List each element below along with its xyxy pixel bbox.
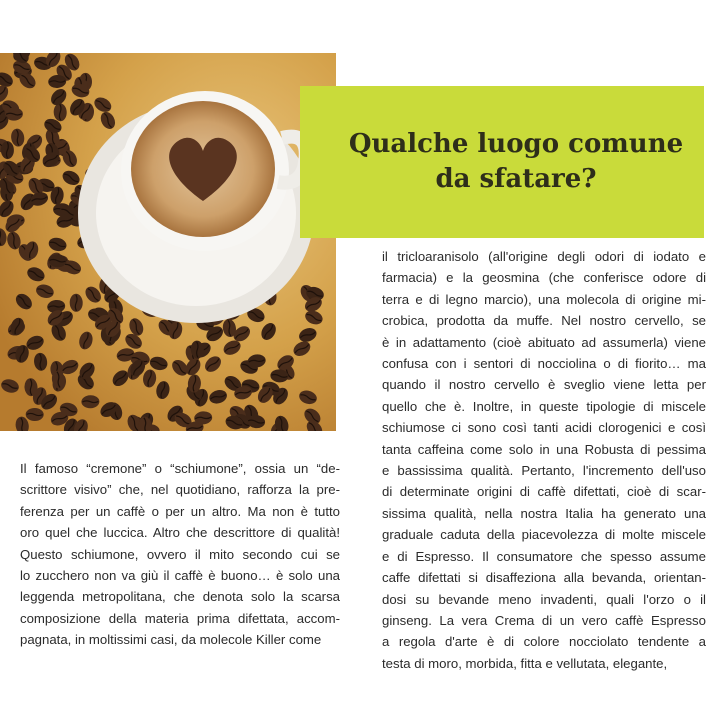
right-text-column <box>382 246 706 674</box>
text-line: dosi su bevande meno invadenti, quali l'orzo o il <box>382 591 706 607</box>
text-line: sissima qualità, nella nostra Italia ha generato una <box>382 505 706 521</box>
text-line: pagnata, in moltissimi casi, da molecole Killer come <box>20 632 322 648</box>
text-line: e di Espresso. Il consumatore che spesso assume <box>382 548 706 564</box>
text-line: Questo schiumone, ovvero il mito secondo cui se <box>20 546 340 562</box>
text-line: crobica, prodotta da muffe. Nel nostro cervello, se <box>382 313 706 329</box>
coffee-photo <box>0 53 336 431</box>
text-line: confusa con i sentori di nocciolina o di fiorito… ma <box>382 356 706 372</box>
text-line: ginseng. La vera Crema di un vero caffè Espresso <box>382 612 706 628</box>
article-title <box>321 127 683 197</box>
text-line: scrittore visivo” che, nel quotidiano, rafforza la pre- <box>20 482 340 498</box>
text-line: a regola d'arte è di colore nocciolato tendente a <box>382 634 706 650</box>
text-line: il tricloaranisolo (all'origine degli odori di iodato e <box>382 249 706 264</box>
text-line: quando il nostro cervello è sveglio viene letta per <box>382 377 706 393</box>
title-line: Qualche luogo comune <box>348 128 684 159</box>
text-line: caffe difettati si disaffeziona alla bevanda, orientan- <box>382 570 706 586</box>
text-line: composizione della materia prima difettata, accom- <box>20 610 340 626</box>
title-box <box>300 86 704 238</box>
text-line: graduale caduta della piacevolezza di molte miscele <box>382 527 706 543</box>
left-text-column <box>20 458 340 651</box>
coffee-cup-beans-illustration <box>0 53 336 431</box>
text-line: ferenza per un caffè o per un altro. Ma non è tutto <box>20 503 340 519</box>
text-line: Il famoso “cremone” o “schiumone”, ossia un “de- <box>20 461 340 476</box>
text-line: leggenda metropolitana, che denota solo la scarsa <box>20 589 340 605</box>
title-line: da sfatare? <box>435 164 597 194</box>
text-line: farmacia) e la geosmina (che conferisce odore di <box>382 270 706 286</box>
text-line: schiumose ci sono così tanti acidi clorogenici e così <box>382 420 706 436</box>
text-line: tanta caffeina come solo in una Robusta di pessima <box>382 441 706 457</box>
text-line: lo zucchero non va giù il caffè è buono… è solo una <box>20 568 340 584</box>
text-line: oro quel che luccica. Altro che descrittore di qualità! <box>20 525 340 541</box>
text-line: terra e di legno marcio), una molecola di origine mi- <box>382 291 706 307</box>
text-line: è in adattamento (cioè abituato ad assumerla) viene <box>382 334 706 350</box>
text-line: quello che è. Inoltre, in queste tipologie di miscele <box>382 398 706 414</box>
text-line: e bassissima qualità. Pertanto, l'incremento dell'uso <box>382 463 706 479</box>
text-line: di determinate origini di caffè difettati, cioè di scar- <box>382 484 706 500</box>
text-line: testa di moro, morbida, fitta e vellutata, elegante, <box>382 655 668 671</box>
